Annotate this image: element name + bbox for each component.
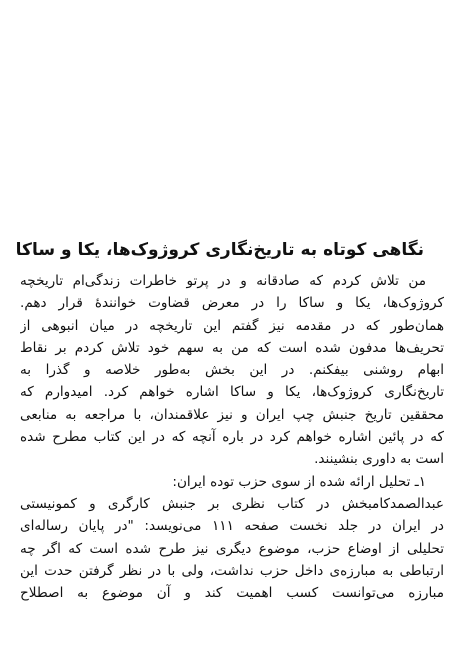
paragraph-line: همان‌طور که در مقدمه نیز گفتم این تاریخچه در میان انبوهی از — [20, 317, 444, 334]
paragraph-line: که در پائین اشاره خواهم کرد در باره آنچه که در این کتاب مطرح شده — [20, 429, 444, 446]
paragraph-line: ابهام روشنی بیفکنم. در این بخش به‌طور خلاصه و گذرا به — [20, 362, 444, 379]
paragraph-line: کروژوک‌ها، یکا و ساکا را در معرض قضاوت خوانندهٔ قرار دهم. — [20, 295, 444, 312]
paragraph-line: تاریخ‌نگاری کروژوک‌ها، یکا و ساکا اشاره خواهم کرد. امیدوارم که — [20, 384, 444, 401]
paragraph-line: من تلاش کردم که صادقانه و در پرتو خاطرات زندگی‌ام تاریخچه — [20, 273, 426, 289]
body-text — [20, 270, 444, 604]
paragraph-line: محققین تاریخ جنبش چپ ایران و نیز علاقمندان، با مراجعه به منابعی — [20, 406, 444, 423]
section-heading: نگاهی کوتاه به تاریخ‌نگاری کروژوک‌ها، یکا و ساکا — [15, 240, 424, 260]
paragraph-line: تحلیلی از اوضاع حزب، موضوع دیگری نیز طرح شده است که اگر چه — [20, 540, 444, 557]
list-item-heading: ۱ـ تحلیل ارائه شده از سوی حزب توده ایران: — [172, 473, 426, 490]
paragraph-line: در ایران در جلد نخست صفحه ۱۱۱ می‌نویسد: "در پایان رساله‌ای — [20, 518, 444, 535]
paragraph-line: ارتباطی به مبارزه‌ی داخل حزب نداشت، ولی با در نظر گرفتن حدت این — [20, 562, 444, 579]
paragraph-line: است به داوری بنشینند. — [314, 451, 444, 468]
paragraph-line: عبدالصمدکامبخش در کتاب نظری بر جنبش کارگری و کمونیستی — [20, 495, 444, 512]
paragraph-line: تحریف‌ها مدفون شده است که من به سهم خود تلاش کردم بر نقاط — [20, 339, 444, 356]
paragraph-line: مبارزه می‌توانست کسب اهمیت کند و آن موضوع به اصطلاح — [20, 585, 444, 602]
